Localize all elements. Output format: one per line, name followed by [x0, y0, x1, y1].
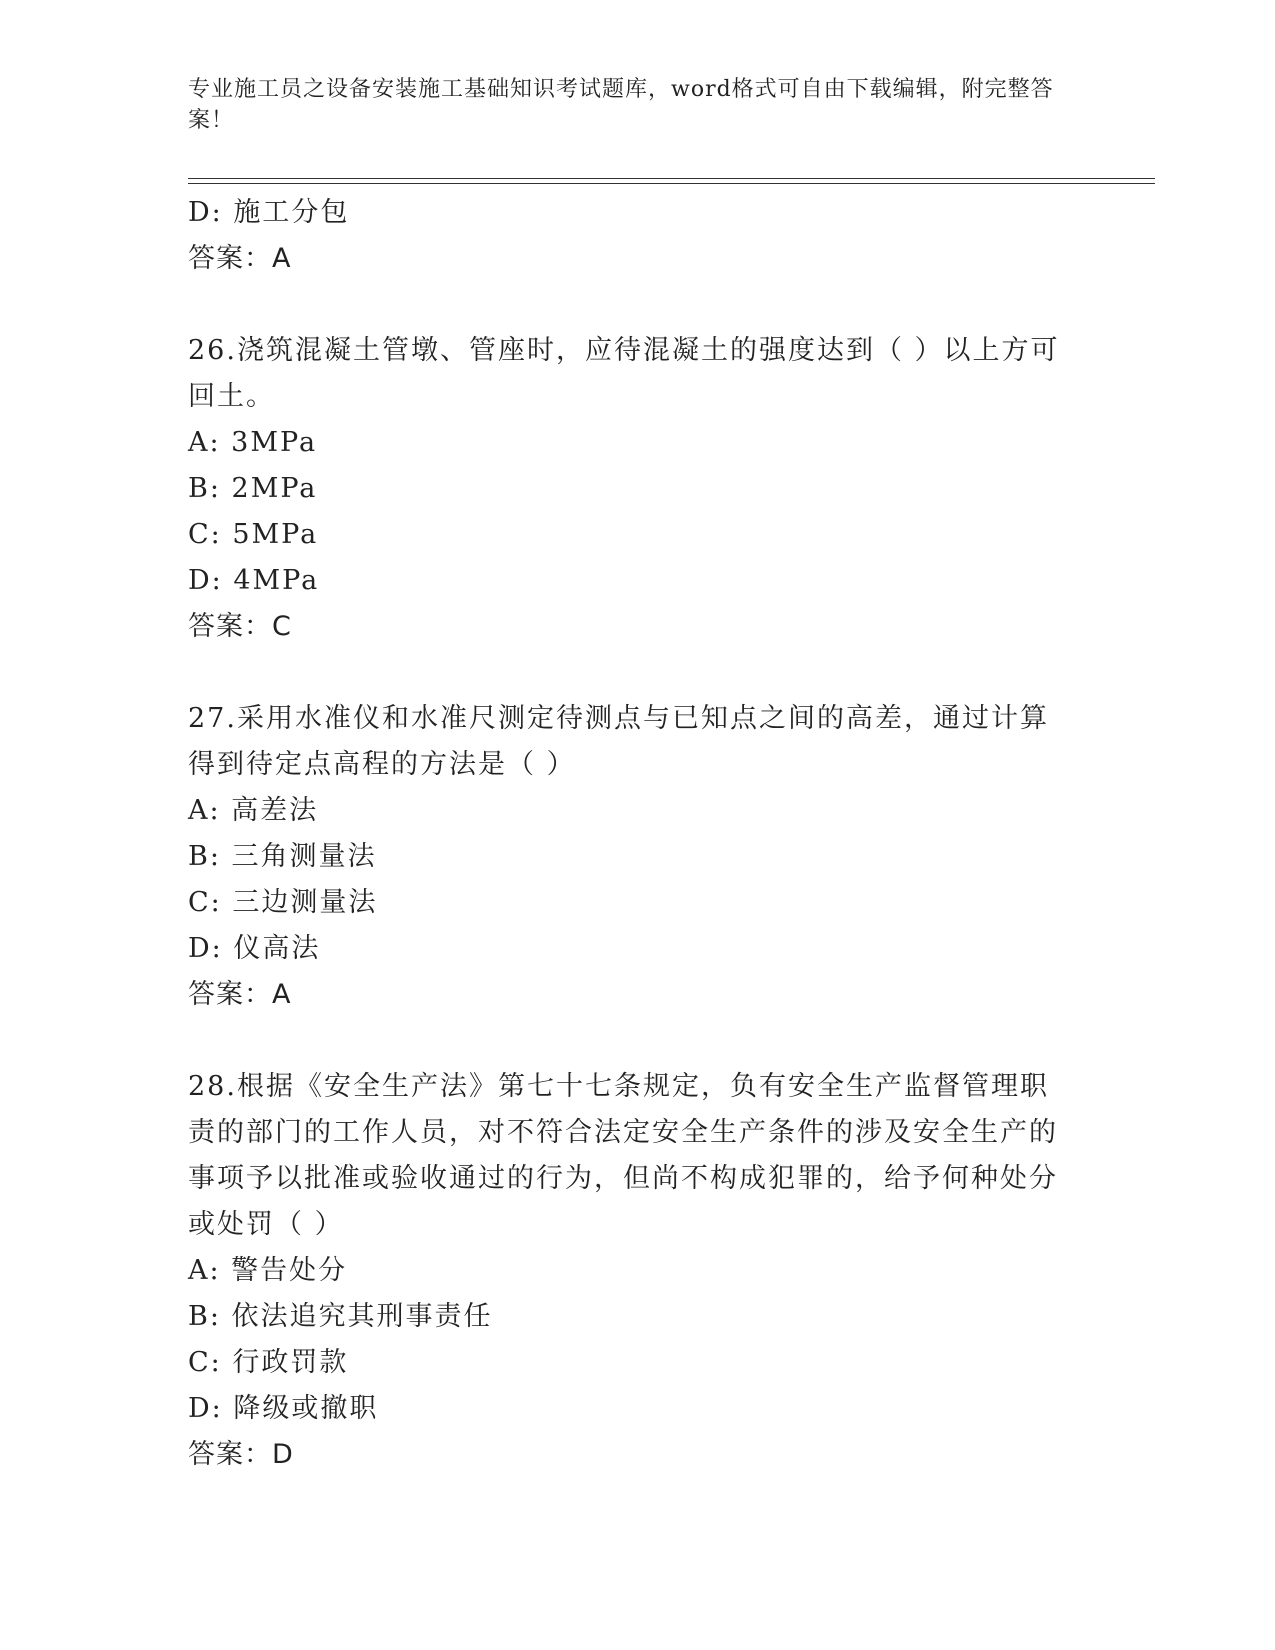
question-stem: 27.采用水准仪和水准尺测定待测点与已知点之间的高差，通过计算得到待定点高程的方法是（ ） — [188, 703, 1049, 780]
option-d: D: 仪高法 — [188, 933, 321, 964]
option-c: C: 行政罚款 — [188, 1347, 349, 1378]
spacer — [188, 282, 1088, 328]
answer: 答案：A — [188, 979, 292, 1010]
spacer — [188, 650, 1088, 696]
header-rule-top — [188, 178, 1155, 179]
option-b: B: 2MPa — [188, 473, 318, 504]
option-b: B: 三角测量法 — [188, 841, 377, 872]
option-a: A: 警告处分 — [188, 1255, 348, 1286]
page-header: 专业施工员之设备安装施工基础知识考试题库，word格式可自由下载编辑，附完整答案！ — [188, 77, 1054, 133]
question-list — [188, 190, 1088, 1478]
option-c: C: 5MPa — [188, 519, 319, 550]
spacer — [188, 1018, 1088, 1064]
option-a: A: 高差法 — [188, 795, 319, 826]
question-27 — [188, 696, 1088, 1018]
option-b: B: 依法追究其刑事责任 — [188, 1301, 493, 1332]
answer: 答案：D — [188, 1439, 294, 1470]
question-stem: 26.浇筑混凝土管墩、管座时，应待混凝土的强度达到（ ）以上方可回土。 — [188, 335, 1060, 412]
question-26 — [188, 328, 1088, 650]
prev-option-d: D: 施工分包 — [188, 197, 350, 228]
option-d: D: 4MPa — [188, 565, 320, 596]
option-c: C: 三边测量法 — [188, 887, 378, 918]
header-rule-bottom — [188, 183, 1155, 184]
option-d: D: 降级或撤职 — [188, 1393, 379, 1424]
question-stem: 28.根据《安全生产法》第七十七条规定，负有安全生产监督管理职责的部门的工作人员，对不符合法定安全生产条件的涉及安全生产的事项予以批准或验收通过的行为，但尚不构成犯罪的，给予何种处分或处罚（ ） — [188, 1071, 1058, 1240]
prev-answer: 答案：A — [188, 243, 292, 274]
question-28 — [188, 1064, 1088, 1478]
answer: 答案：C — [188, 611, 292, 642]
option-a: A: 3MPa — [188, 427, 318, 458]
